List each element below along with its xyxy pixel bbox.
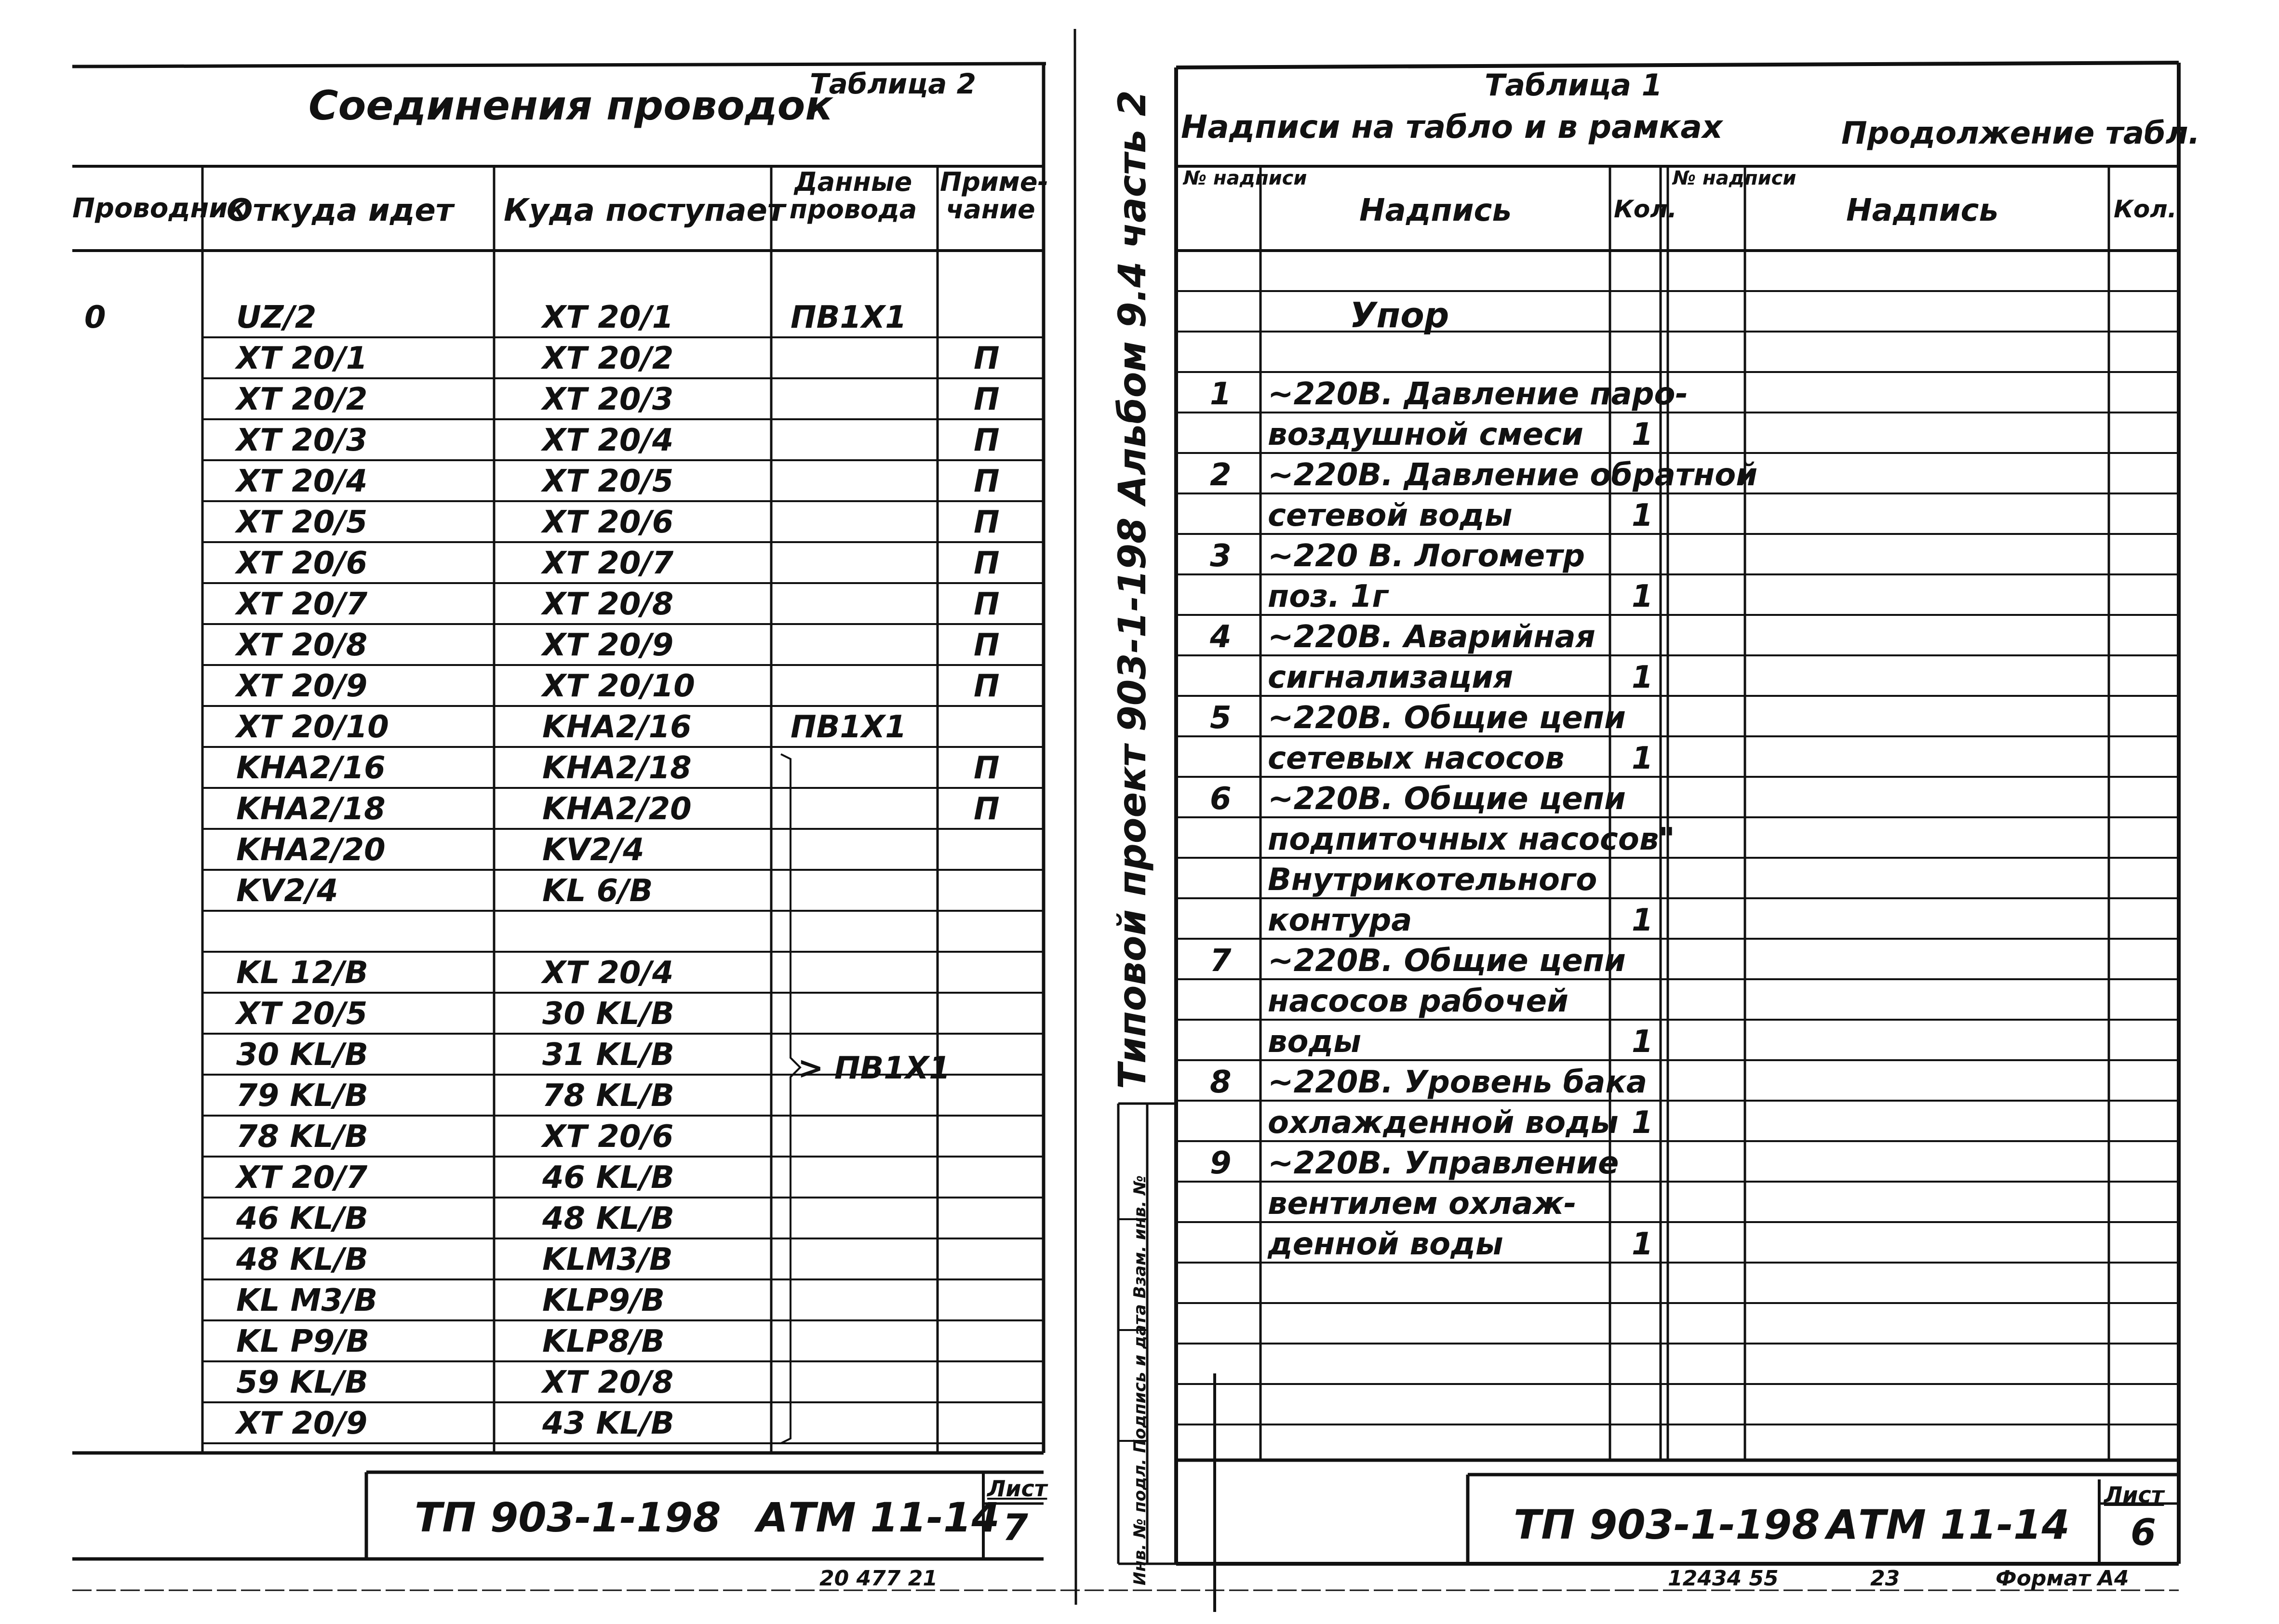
header-qty-right: Кол. bbox=[2114, 195, 2177, 223]
inscription-row-text: сигнализация bbox=[1268, 660, 1514, 695]
table-continuation: Продолжение табл. bbox=[1841, 116, 2200, 151]
inscription-row-qty: 1 bbox=[1632, 660, 1653, 695]
inscription-row-text: ~220В. Общие цепи bbox=[1268, 700, 1626, 736]
wire-row-from: 59 KL/B bbox=[236, 1365, 368, 1400]
wire-row-to: XT 20/10 bbox=[542, 668, 695, 704]
wire-row-from: KL M3/B bbox=[236, 1283, 378, 1318]
wire-row-to: XT 20/1 bbox=[542, 300, 674, 335]
wire-row-from: XT 20/6 bbox=[236, 546, 368, 581]
header-no-right: № надписи bbox=[1673, 167, 1796, 189]
right-sheet-title: Надписи на табло и в рамках bbox=[1181, 108, 1723, 146]
wire-row-data: ПВ1Х1 bbox=[791, 300, 907, 335]
inscription-row-text: воды bbox=[1268, 1024, 1362, 1060]
braced-wire-type-value: ПВ1Х1 bbox=[834, 1051, 951, 1086]
wire-row-to: KLP9/B bbox=[542, 1283, 665, 1318]
left-sheet-title: Соединения проводок bbox=[308, 82, 833, 129]
inscription-row-no: 7 bbox=[1210, 943, 1232, 979]
inscription-row-text: Упор bbox=[1350, 295, 1449, 335]
wire-row-to: KLP8/B bbox=[542, 1324, 665, 1359]
wire-row-from: KHA2/18 bbox=[236, 791, 386, 827]
wire-row-note: П bbox=[974, 791, 1000, 827]
inscription-row-text: ~220В. Давление паро- bbox=[1268, 376, 1689, 412]
wire-row-note: П bbox=[974, 627, 1000, 663]
inscription-row-text: поз. 1г bbox=[1268, 579, 1388, 614]
header-to: Куда поступает bbox=[504, 193, 786, 228]
header-text-left: Надпись bbox=[1359, 193, 1512, 228]
inscription-row-text: ~220В. Общие цепи bbox=[1268, 781, 1626, 817]
wire-row-from: XT 20/10 bbox=[236, 709, 389, 745]
inscription-row-no: 2 bbox=[1210, 457, 1232, 493]
inscription-row-no: 6 bbox=[1210, 781, 1232, 817]
wire-row-to: 31 KL/B bbox=[542, 1037, 674, 1073]
wire-row-from: KHA2/20 bbox=[236, 832, 386, 868]
wire-row-to: KHA2/16 bbox=[542, 709, 692, 745]
wire-row-to: XT 20/5 bbox=[542, 464, 674, 499]
wire-row-wire: 0 bbox=[84, 300, 106, 335]
wire-row-to: XT 20/2 bbox=[542, 341, 674, 376]
wire-row-to: 46 KL/B bbox=[542, 1160, 674, 1196]
inscription-row-text: контура bbox=[1268, 903, 1412, 938]
inscription-row-qty: 1 bbox=[1632, 903, 1653, 938]
inscription-row-qty: 1 bbox=[1632, 579, 1653, 614]
wire-row-to: XT 20/8 bbox=[542, 586, 674, 622]
wire-row-from: KHA2/16 bbox=[236, 750, 386, 786]
wire-row-to: 78 KL/B bbox=[542, 1078, 674, 1114]
inscription-row-qty: 1 bbox=[1632, 1226, 1653, 1262]
wire-row-note: П bbox=[974, 505, 1000, 540]
wire-row-to: XT 20/3 bbox=[542, 382, 674, 417]
wire-row-from: KL P9/B bbox=[236, 1324, 370, 1359]
right-stamp-sheet-label: Лист bbox=[2104, 1482, 2164, 1508]
left-stamp-project: ТП 903-1-198 bbox=[415, 1494, 721, 1541]
inscription-row-text: ~220 В. Логометр bbox=[1268, 538, 1585, 574]
header-no-left: № надписи bbox=[1183, 167, 1307, 189]
header-data: Данные провода bbox=[789, 167, 917, 225]
left-table-label: Таблица 2 bbox=[810, 67, 976, 100]
header-text-right: Надпись bbox=[1846, 193, 1998, 228]
wire-row-note: П bbox=[974, 382, 1000, 417]
wire-row-note: П bbox=[974, 546, 1000, 581]
inscription-row-text: охлажденной воды bbox=[1268, 1105, 1619, 1141]
inscription-row-text: ~220В. Аварийная bbox=[1268, 619, 1595, 655]
wire-row-from: 48 KL/B bbox=[236, 1242, 368, 1278]
inscription-row-text: ~220В. Уровень бака bbox=[1268, 1065, 1648, 1100]
wire-row-note: П bbox=[974, 464, 1000, 499]
left-bottom-mark: 20 477 21 bbox=[819, 1566, 938, 1591]
wire-row-from: XT 20/7 bbox=[236, 586, 368, 622]
right-stamp-code: АТМ 11-14 bbox=[1827, 1501, 2070, 1548]
wire-row-from: 78 KL/B bbox=[236, 1119, 368, 1155]
right-stamp-sheet-no: 6 bbox=[2131, 1511, 2156, 1554]
wire-row-to: XT 20/7 bbox=[542, 546, 674, 581]
wire-row-from: XT 20/5 bbox=[236, 996, 368, 1032]
inscription-row-no: 8 bbox=[1210, 1065, 1232, 1100]
inscription-row-text: сетевой воды bbox=[1268, 498, 1513, 533]
right-stamp-project: ТП 903-1-198 bbox=[1514, 1501, 1820, 1548]
inscription-row-qty: 1 bbox=[1632, 1105, 1653, 1141]
inscription-row-text: сетевых насосов bbox=[1268, 741, 1565, 776]
braced-wire-type: > ПВ1Х1 bbox=[798, 1051, 951, 1086]
wire-row-note: П bbox=[974, 423, 1000, 458]
wire-row-from: 30 KL/B bbox=[236, 1037, 368, 1073]
inscription-row-text: ~220В. Общие цепи bbox=[1268, 943, 1626, 979]
inscription-row-no: 1 bbox=[1210, 376, 1232, 412]
inscription-row-no: 9 bbox=[1210, 1145, 1232, 1181]
wire-row-to: KHA2/18 bbox=[542, 750, 692, 786]
inscription-row-text: подпиточных насосов" bbox=[1268, 822, 1675, 857]
wire-row-from: XT 20/3 bbox=[236, 423, 368, 458]
header-note: Приме-чание bbox=[940, 167, 1048, 225]
wire-row-from: XT 20/1 bbox=[236, 341, 368, 376]
inscription-row-text: ~220В. Давление обратной bbox=[1268, 457, 1758, 493]
wire-row-to: XT 20/9 bbox=[542, 627, 674, 663]
spine-text: Типовой проект 903-1-198 Альбом 9.4 часть 2 bbox=[1111, 90, 1154, 1089]
wire-row-note: П bbox=[974, 750, 1000, 786]
wire-row-from: UZ/2 bbox=[236, 300, 317, 335]
wire-row-to: 48 KL/B bbox=[542, 1201, 674, 1237]
inscription-row-text: вентилем охлаж- bbox=[1268, 1186, 1577, 1222]
wire-row-to: KV2/4 bbox=[542, 832, 644, 868]
wire-row-from: XT 20/2 bbox=[236, 382, 368, 417]
wire-row-to: KHA2/20 bbox=[542, 791, 692, 827]
inscription-row-no: 3 bbox=[1210, 538, 1232, 574]
wire-row-to: XT 20/4 bbox=[542, 955, 674, 991]
wire-row-data: ПВ1Х1 bbox=[791, 709, 907, 745]
inscription-row-text: Внутрикотельного bbox=[1268, 862, 1597, 898]
left-stamp-sheet-label: Лист bbox=[987, 1476, 1047, 1502]
wire-row-to: KLM3/B bbox=[542, 1242, 673, 1278]
wire-row-from: XT 20/4 bbox=[236, 464, 368, 499]
wire-row-to: XT 20/4 bbox=[542, 423, 674, 458]
header-wire: Проводник bbox=[72, 193, 246, 224]
vertical-signature-stamp: Инв. № подл. Подпись и дата Взам. инв. № bbox=[1130, 1175, 1150, 1585]
inscription-row-no: 5 bbox=[1210, 700, 1232, 736]
inscription-row-qty: 1 bbox=[1632, 1024, 1653, 1060]
wire-row-from: XT 20/8 bbox=[236, 627, 368, 663]
wire-row-note: П bbox=[974, 586, 1000, 622]
wire-row-from: KV2/4 bbox=[236, 873, 338, 909]
wire-row-to: XT 20/8 bbox=[542, 1365, 674, 1400]
wire-row-to: 30 KL/B bbox=[542, 996, 674, 1032]
wire-row-from: XT 20/7 bbox=[236, 1160, 368, 1196]
inscription-row-qty: 1 bbox=[1632, 417, 1653, 453]
wire-row-from: XT 20/9 bbox=[236, 1406, 368, 1441]
inscription-row-text: насосов рабочей bbox=[1268, 984, 1568, 1019]
wire-row-from: KL 12/B bbox=[236, 955, 368, 991]
inscription-row-qty: 1 bbox=[1632, 741, 1653, 776]
inscription-row-no: 4 bbox=[1210, 619, 1232, 655]
inventory-number: 12434 55 bbox=[1668, 1566, 1779, 1591]
wire-row-from: 46 KL/B bbox=[236, 1201, 368, 1237]
left-stamp-code: АТМ 11-14 bbox=[757, 1494, 1000, 1541]
inscription-row-qty: 1 bbox=[1632, 498, 1653, 533]
format-label: Формат А4 bbox=[1996, 1566, 2129, 1591]
wire-row-from: 79 KL/B bbox=[236, 1078, 368, 1114]
wire-row-note: П bbox=[974, 341, 1000, 376]
wire-row-to: KL 6/B bbox=[542, 873, 653, 909]
wire-row-from: XT 20/9 bbox=[236, 668, 368, 704]
inscription-row-text: ~220В. Управление bbox=[1268, 1145, 1619, 1181]
right-table-label: Таблица 1 bbox=[1485, 67, 1662, 103]
wire-row-to: XT 20/6 bbox=[542, 1119, 674, 1155]
header-qty-left: Кол. bbox=[1614, 195, 1677, 223]
inscription-row-text: воздушной смеси bbox=[1268, 417, 1583, 453]
header-from: Откуда идет bbox=[227, 193, 454, 228]
wire-row-to: XT 20/6 bbox=[542, 505, 674, 540]
wire-row-to: 43 KL/B bbox=[542, 1406, 674, 1441]
inscription-row-text: денной воды bbox=[1268, 1226, 1503, 1262]
inventory-sub-number: 23 bbox=[1870, 1566, 1900, 1591]
wire-row-note: П bbox=[974, 668, 1000, 704]
left-stamp-sheet-no: 7 bbox=[1003, 1506, 1028, 1549]
wire-row-from: XT 20/5 bbox=[236, 505, 368, 540]
